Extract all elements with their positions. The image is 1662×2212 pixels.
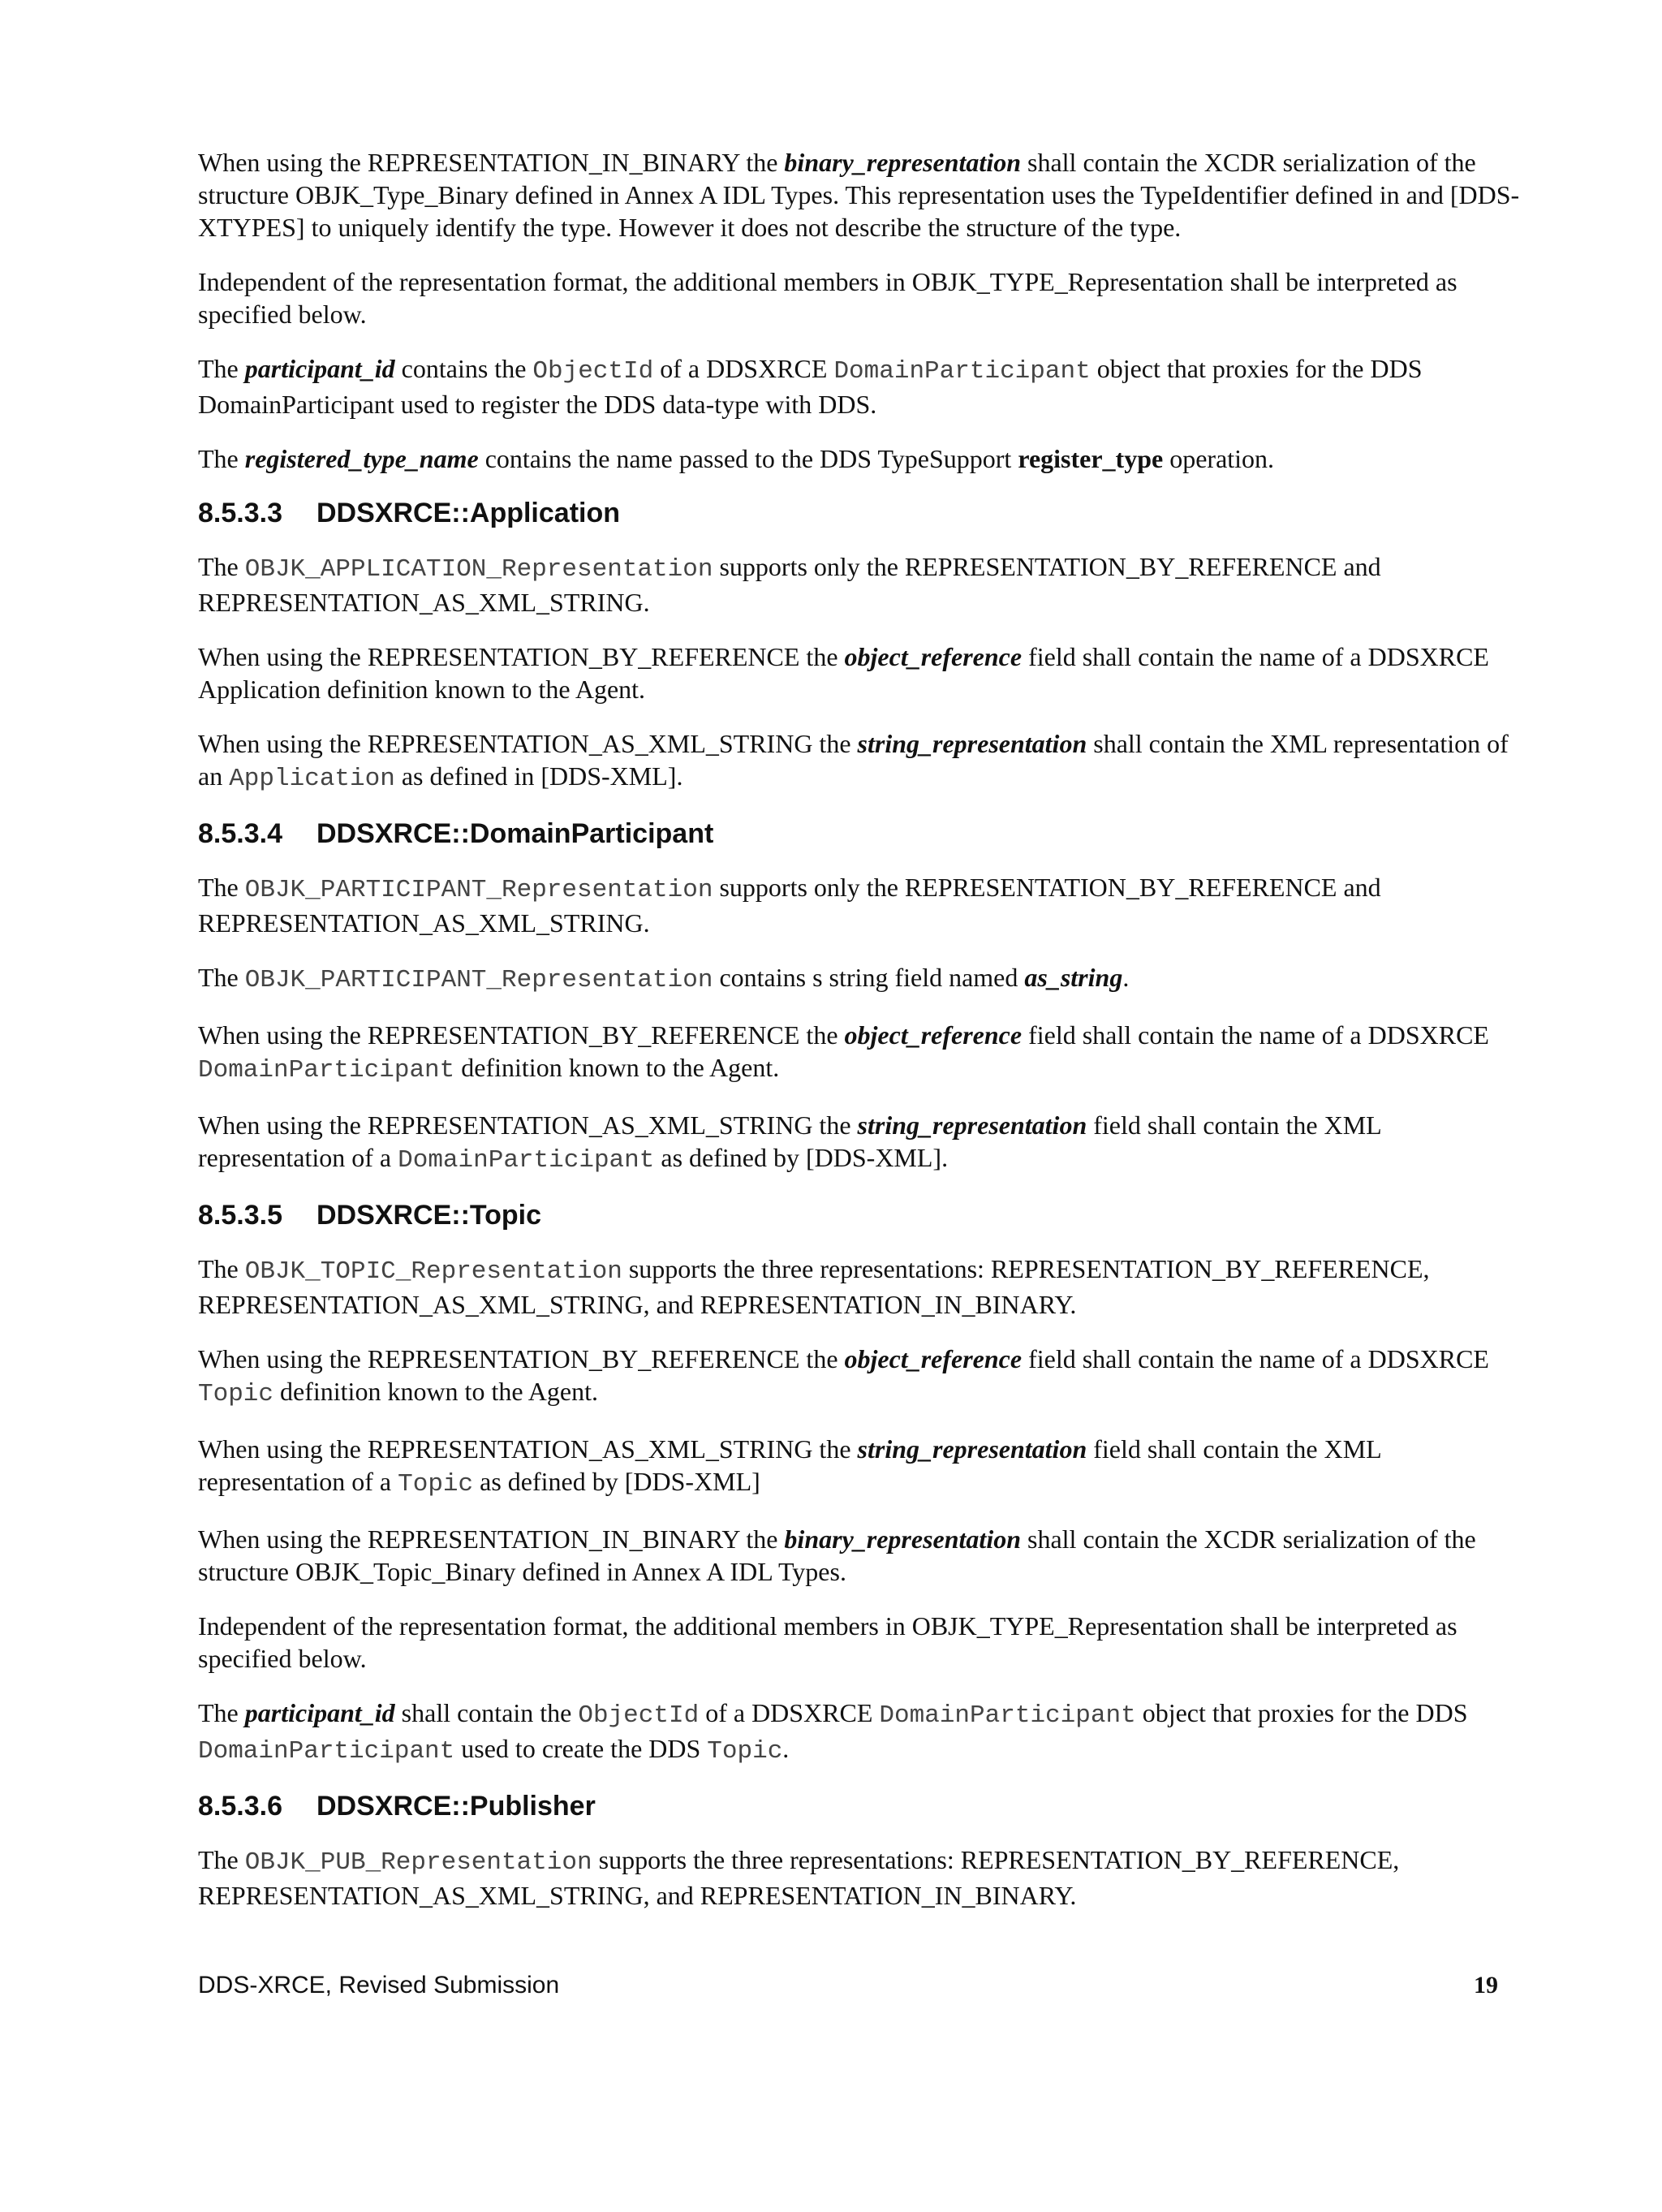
code-objk-participant-representation: OBJK_PARTICIPANT_Representation [244,966,713,994]
code-objectid: ObjectId [532,357,654,386]
code-domainparticipant: DomainParticipant [879,1701,1136,1730]
paragraph-topic-participant-id: The participant_id shall contain the ObjectId of a DDSXRCE DomainParticipant object that proxies for the DDS DomainParticipant used to create the DDS Topic. [198,1698,1468,1766]
code-application: Application [229,765,395,793]
paragraph-participant-representation: The OBJK_PARTICIPANT_Representation supports only the REPRESENTATION_BY_REFERENCE and REPRESENTATION_AS_XML_STRING. [198,873,1381,938]
paragraph-topic-independent-format: Independent of the representation format, the additional members in OBJK_TYPE_Representation shall be interpreted as specified below. [198,1611,1457,1673]
section-heading-application [198,497,1529,529]
section-title: DDSXRCE::Topic [316,1200,542,1231]
term-participant-id: participant_id [244,354,395,383]
term-binary-representation: binary_representation [784,148,1021,177]
term-object-reference: object_reference [844,1020,1023,1050]
code-objk-application-representation: OBJK_APPLICATION_Representation [244,555,713,584]
paragraph-participant-xml-string: When using the REPRESENTATION_AS_XML_STRING the string_representation field shall contain the XML representation of a DomainParticipant as defined by [DDS-XML]. [198,1110,1381,1175]
section-number: 8.5.3.3 [198,498,282,528]
paragraph-registered-type-name: The registered_type_name contains the name passed to the DDS TypeSupport register_type operation. [198,444,1275,473]
paragraph-participant-as-string: The OBJK_PARTICIPANT_Representation contains s string field named as_string. [198,963,1130,994]
paragraph-binary-representation: When using the REPRESENTATION_IN_BINARY the binary_representation shall contain the XCDR serialization of the structure OBJK_Type_Binary defined in Annex A IDL Types. This representation uses the TypeIdentifier defined in and [DDS-XTYPES] to uniquely identify the type. However it does not describe the structure of the type. [198,148,1520,242]
section-title: DDSXRCE::DomainParticipant [316,818,714,849]
section-number: 8.5.3.4 [198,818,282,849]
term-registered-type-name: registered_type_name [244,444,479,473]
term-as-string: as_string [1024,963,1123,992]
code-topic: Topic [198,1380,274,1408]
code-topic: Topic [398,1470,474,1498]
code-objk-topic-representation: OBJK_TOPIC_Representation [244,1257,622,1286]
code-domainparticipant: DomainParticipant [833,357,1091,386]
section-title: DDSXRCE::Application [316,498,620,528]
section-title: DDSXRCE::Publisher [316,1791,596,1822]
footer-document-title: DDS-XRCE, Revised Submission [198,1972,560,1999]
paragraph-application-xml-string: When using the REPRESENTATION_AS_XML_STRING the string_representation shall contain the XML representation of an Application as defined in [DDS-XML]. [198,729,1509,793]
code-objk-participant-representation: OBJK_PARTICIPANT_Representation [244,876,713,904]
paragraph-application-by-reference: When using the REPRESENTATION_BY_REFERENCE the object_reference field shall contain the name of a DDSXRCE Application definition known to the Agent. [198,642,1489,704]
code-domainparticipant: DomainParticipant [198,1737,455,1766]
paragraph-independent-format: Independent of the representation format, the additional members in OBJK_TYPE_Representation shall be interpreted as specified below. [198,267,1457,329]
term-object-reference: object_reference [844,642,1023,671]
footer-page-number: 19 [1474,1972,1498,1999]
document-page [198,146,1529,1934]
code-objectid: ObjectId [578,1701,700,1730]
section-heading-domainparticipant [198,817,1529,850]
code-domainparticipant: DomainParticipant [398,1146,655,1175]
paragraph-participant-by-reference: When using the REPRESENTATION_BY_REFERENCE the object_reference field shall contain the name of a DDSXRCE DomainParticipant definition known to the Agent. [198,1020,1489,1084]
term-participant-id: participant_id [244,1698,395,1727]
paragraph-topic-xml-string: When using the REPRESENTATION_AS_XML_STRING the string_representation field shall contain the XML representation of a Topic as defined by [DDS-XML] [198,1434,1381,1498]
term-binary-representation: binary_representation [784,1524,1021,1554]
paragraph-publisher-representation: The OBJK_PUB_Representation supports the three representations: REPRESENTATION_BY_REFERENCE, REPRESENTATION_AS_XML_STRING, and REPRESENTATION_IN_BINARY. [198,1845,1400,1910]
section-number: 8.5.3.6 [198,1791,282,1822]
term-string-representation: string_representation [857,1434,1087,1464]
term-string-representation: string_representation [857,1110,1087,1140]
term-object-reference: object_reference [844,1344,1023,1373]
section-heading-topic [198,1199,1529,1231]
section-number: 8.5.3.5 [198,1200,282,1231]
paragraph-application-representation: The OBJK_APPLICATION_Representation supports only the REPRESENTATION_BY_REFERENCE and REPRESENTATION_AS_XML_STRING. [198,552,1381,617]
paragraph-topic-in-binary: When using the REPRESENTATION_IN_BINARY the binary_representation shall contain the XCDR serialization of the structure OBJK_Topic_Binary defined in Annex A IDL Types. [198,1524,1476,1586]
code-domainparticipant: DomainParticipant [198,1056,455,1084]
section-heading-publisher [198,1790,1529,1822]
paragraph-topic-by-reference: When using the REPRESENTATION_BY_REFERENCE the object_reference field shall contain the name of a DDSXRCE Topic definition known to the Agent. [198,1344,1489,1408]
term-register-type: register_type [1018,444,1164,473]
paragraph-topic-representation: The OBJK_TOPIC_Representation supports the three representations: REPRESENTATION_BY_REFERENCE, REPRESENTATION_AS_XML_STRING, and REPRESENTATION_IN_BINARY. [198,1254,1430,1319]
code-objk-pub-representation: OBJK_PUB_Representation [244,1848,592,1877]
paragraph-participant-id: The participant_id contains the ObjectId of a DDSXRCE DomainParticipant object that proxies for the DDS DomainParticipant used to register the DDS data-type with DDS. [198,354,1423,419]
code-topic: Topic [707,1737,783,1766]
term-string-representation: string_representation [857,729,1087,758]
